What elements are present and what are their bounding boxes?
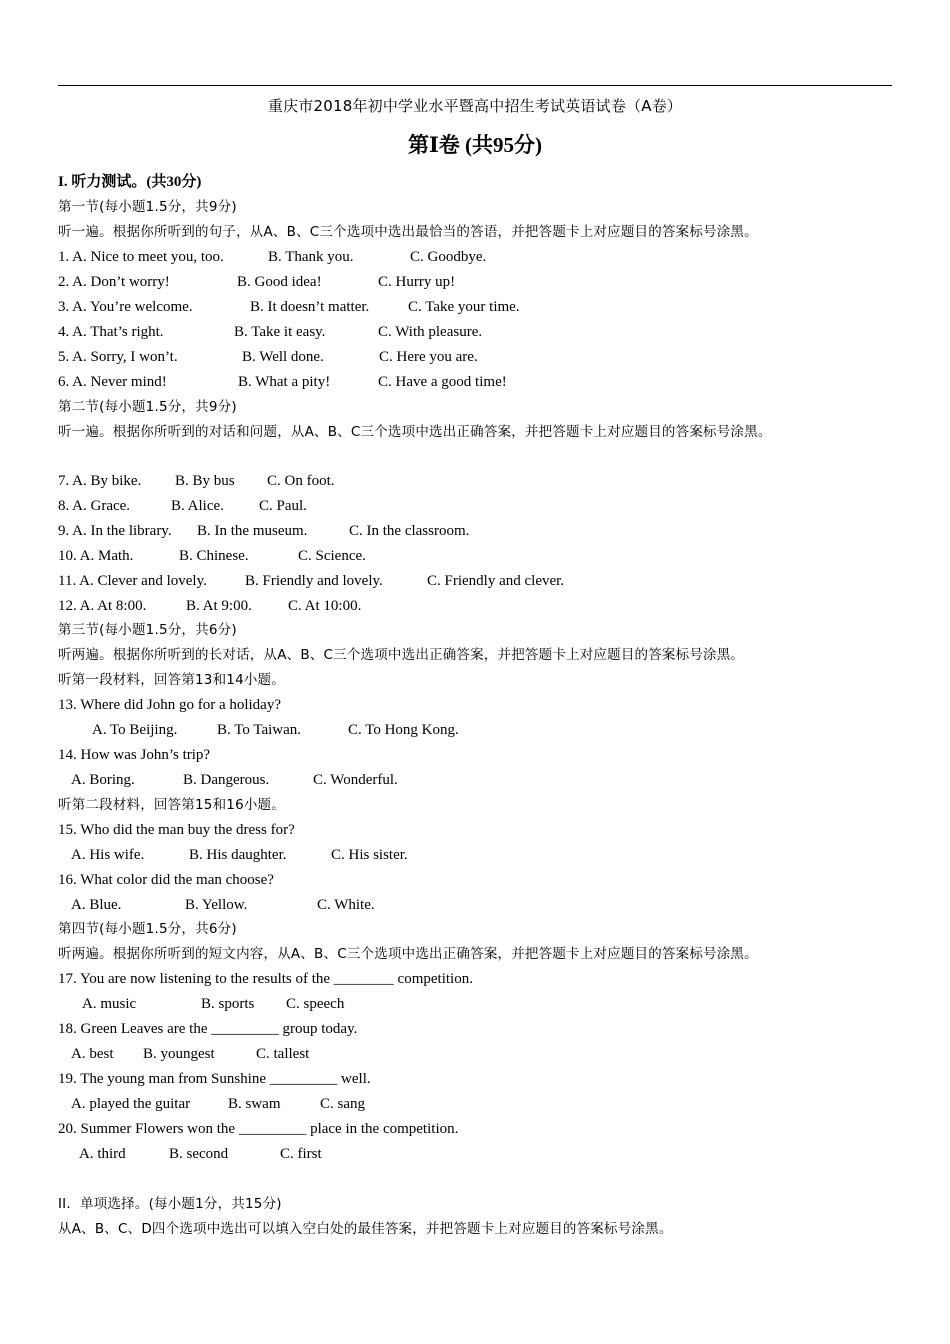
part2-instructions: 从A、B、C、D四个选项中选出可以填入空白处的最佳答案，并把答题卡上对应题目的答案标号涂黑。	[58, 1221, 673, 1237]
question-16-stem: 16. What color did the man choose?	[58, 872, 274, 888]
q7-option-b: B. By bus	[175, 473, 235, 489]
q6-option-c: C. Have a good time!	[378, 374, 507, 390]
q16-option-b: B. Yellow.	[185, 897, 248, 913]
sec3-instructions: 听两遍。根据你所听到的长对话，从A、B、C三个选项中选出正确答案，并把答题卡上对应题目的答案标号涂黑。	[58, 647, 745, 663]
question-14-stem: 14. How was John’s trip?	[58, 747, 211, 763]
part1-title: I. 听力测试。(共30分)	[58, 174, 202, 190]
q14-option-b: B. Dangerous.	[183, 772, 270, 788]
q8-option-c: C. Paul.	[259, 498, 307, 514]
q1-option-c: C. Goodbye.	[410, 249, 487, 265]
q13-option-b: B. To Taiwan.	[217, 722, 302, 738]
q13-option-a: A. To Beijing.	[92, 722, 178, 738]
q19-option-a: A. played the guitar	[71, 1096, 191, 1112]
q19-option-c: C. sang	[320, 1096, 365, 1112]
question-17-stem: 17. You are now listening to the results of the ________ competition.	[58, 971, 473, 987]
question-19-stem: 19. The young man from Sunshine _________ well.	[58, 1071, 371, 1087]
sec3-material-2: 听第二段材料，回答第15和16小题。	[58, 797, 285, 813]
q17-option-a: A. music	[82, 996, 137, 1012]
q3-option-a: 3. A. You’re welcome.	[58, 299, 193, 315]
q1-option-b: B. Thank you.	[268, 249, 354, 265]
sec2-instructions: 听一遍。根据你所听到的对话和问题，从A、B、C三个选项中选出正确答案，并把答题卡上对应题目的答案标号涂黑。	[58, 424, 772, 440]
q8-option-a: 8. A. Grace.	[58, 498, 131, 514]
q3-option-c: C. Take your time.	[408, 299, 520, 315]
question-18-stem: 18. Green Leaves are the _________ group today.	[58, 1021, 358, 1037]
q11-option-b: B. Friendly and lovely.	[245, 573, 383, 589]
q11-option-c: C. Friendly and clever.	[427, 573, 565, 589]
q4-option-a: 4. A. That’s right.	[58, 324, 164, 340]
q18-option-a: A. best	[71, 1046, 114, 1062]
q13-option-c: C. To Hong Kong.	[348, 722, 459, 738]
q7-option-a: 7. A. By bike.	[58, 473, 142, 489]
q20-option-b: B. second	[169, 1146, 229, 1162]
q12-option-a: 12. A. At 8:00.	[58, 598, 147, 614]
q20-option-a: A. third	[79, 1146, 126, 1162]
q9-option-c: C. In the classroom.	[349, 523, 470, 539]
sec4-instructions: 听两遍。根据你所听到的短文内容，从A、B、C三个选项中选出正确答案，并把答题卡上对应题目的答案标号涂黑。	[58, 946, 758, 962]
q2-option-c: C. Hurry up!	[378, 274, 456, 290]
part2-title: II．单项选择。(每小题1分，共15分)	[58, 1196, 282, 1212]
q8-option-b: B. Alice.	[171, 498, 224, 514]
q4-option-c: C. With pleasure.	[378, 324, 483, 340]
q6-option-a: 6. A. Never mind!	[58, 374, 167, 390]
q2-option-b: B. Good idea!	[237, 274, 322, 290]
q16-option-a: A. Blue.	[71, 897, 122, 913]
q19-option-b: B. swam	[228, 1096, 281, 1112]
q15-option-a: A. His wife.	[71, 847, 145, 863]
q15-option-b: B. His daughter.	[189, 847, 287, 863]
q4-option-b: B. Take it easy.	[234, 324, 326, 340]
q18-option-b: B. youngest	[143, 1046, 215, 1062]
q3-option-b: B. It doesn’t matter.	[250, 299, 370, 315]
q17-option-b: B. sports	[201, 996, 255, 1012]
sec3-title: 第三节(每小题1.5分，共6分)	[58, 622, 237, 638]
q14-option-c: C. Wonderful.	[313, 772, 398, 788]
q6-option-b: B. What a pity!	[238, 374, 331, 390]
q16-option-c: C. White.	[317, 897, 375, 913]
q10-option-a: 10. A. Math.	[58, 548, 134, 564]
q11-option-a: 11. A. Clever and lovely.	[58, 573, 207, 589]
q17-option-c: C. speech	[286, 996, 345, 1012]
q2-option-a: 2. A. Don’t worry!	[58, 274, 170, 290]
sec3-material-1: 听第一段材料，回答第13和14小题。	[58, 672, 285, 688]
sec4-title: 第四节(每小题1.5分，共6分)	[58, 921, 237, 937]
q1-option-a: 1. A. Nice to meet you, too.	[58, 249, 224, 265]
q14-option-a: A. Boring.	[71, 772, 135, 788]
q5-option-a: 5. A. Sorry, I won’t.	[58, 349, 178, 365]
top-rule	[58, 85, 892, 86]
sec1-instructions: 听一遍。根据你所听到的句子，从A、B、C三个选项中选出最恰当的答语，并把答题卡上对应题目的答案标号涂黑。	[58, 224, 758, 240]
q7-option-c: C. On foot.	[267, 473, 335, 489]
q20-option-c: C. first	[280, 1146, 322, 1162]
q12-option-b: B. At 9:00.	[186, 598, 252, 614]
q15-option-c: C. His sister.	[331, 847, 408, 863]
question-20-stem: 20. Summer Flowers won the _________ place in the competition.	[58, 1121, 459, 1137]
q10-option-c: C. Science.	[298, 548, 366, 564]
q5-option-c: C. Here you are.	[379, 349, 478, 365]
sec1-title: 第一节(每小题1.5分，共9分)	[58, 199, 237, 215]
q9-option-b: B. In the museum.	[197, 523, 308, 539]
exam-header: 重庆市2018年初中学业水平暨高中招生考试英语试卷（A卷）	[267, 97, 683, 115]
volume-title: 第Ⅰ卷 (共95分)	[407, 133, 543, 157]
q9-option-a: 9. A. In the library.	[58, 523, 172, 539]
q12-option-c: C. At 10:00.	[288, 598, 362, 614]
sec2-title: 第二节(每小题1.5分，共9分)	[58, 399, 237, 415]
q5-option-b: B. Well done.	[242, 349, 324, 365]
q10-option-b: B. Chinese.	[179, 548, 249, 564]
q18-option-c: C. tallest	[256, 1046, 310, 1062]
question-13-stem: 13. Where did John go for a holiday?	[58, 697, 282, 713]
question-15-stem: 15. Who did the man buy the dress for?	[58, 822, 295, 838]
